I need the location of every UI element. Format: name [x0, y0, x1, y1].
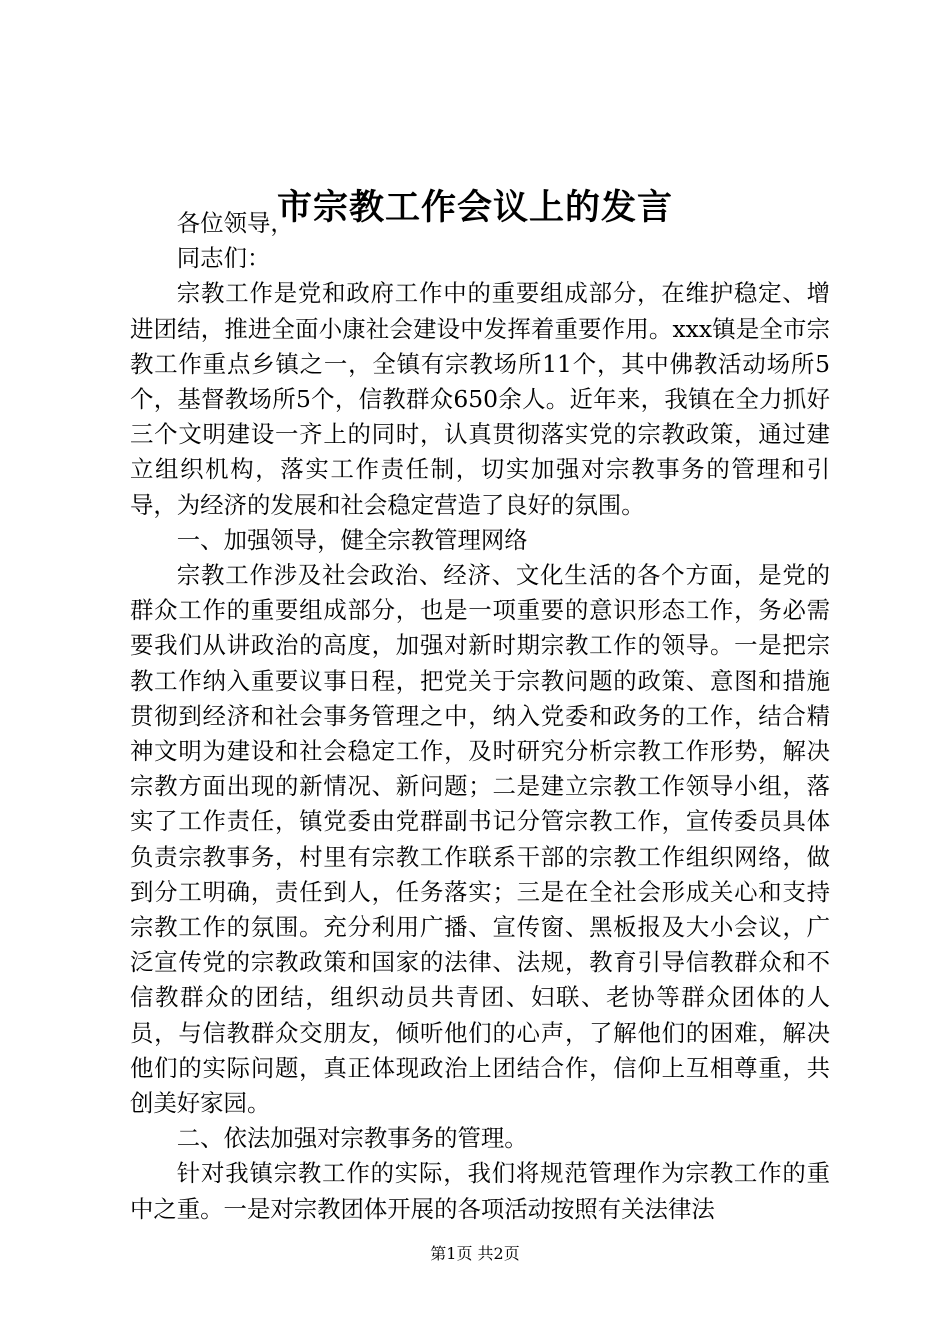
document-body [130, 206, 830, 1227]
salutation-comrades: 同志们： [176, 244, 271, 273]
intro-paragraph: 宗教工作是党和政府工作中的重要组成部分，在维护稳定、增进团结，推进全面小康社会建设中发挥着重要作用。xxx镇是全市宗教工作重点乡镇之一，全镇有宗教场所11个，其中佛教活动场所5个，基督教场所5个，信教群众650余人。近年来，我镇在全力抓好三个文明建设一齐上的同时，认真贯彻落实党的宗教政策，通过建立组织机构，落实工作责任制，切实加强对宗教事务的管理和引导，为经济的发展和社会稳定营造了良好的氛围。 [130, 279, 830, 519]
page-title: 市宗教工作会议上的发言 [276, 187, 673, 228]
section-1-paragraph: 宗教工作涉及社会政治、经济、文化生活的各个方面，是党的群众工作的重要组成部分，也是一项重要的意识形态工作，务必需要我们从讲政治的高度，加强对新时期宗教工作的领导。一是把宗教工作纳入重要议事日程，把党关于宗教问题的政策、意图和措施贯彻到经济和社会事务管理之中，纳入党委和政务的工作，结合精神文明为建设和社会稳定工作，及时研究分析宗教工作形势，解决宗教方面出现的新情况、新问题；二是建立宗教工作领导小组，落实了工作责任，镇党委由党群副书记分管宗教工作，宣传委员具体负责宗教事务，村里有宗教工作联系干部的宗教工作组织网络，做到分工明确，责任到人，任务落实；三是在全社会形成关心和支持宗教工作的氛围。充分利用广播、宣传窗、黑板报及大小会议，广泛宣传党的宗教政策和国家的法律、法规，教育引导信教群众和不信教群众的团结，组织动员共青团、妇联、老协等群众团体的人员，与信教群众交朋友，倾听他们的心声，了解他们的困难，解决他们的实际问题，真正体现政治上团结合作，信仰上互相尊重，共创美好家园。 [130, 561, 830, 1118]
section-heading-1: 一、加强领导，健全宗教管理网络 [176, 525, 528, 554]
salutation-leaders: 各位领导， [176, 209, 294, 237]
section-heading-2: 二、依法加强对宗教事务的管理。 [176, 1124, 528, 1153]
section-2-paragraph: 针对我镇宗教工作的实际，我们将规范管理作为宗教工作的重中之重。一是对宗教团体开展的各项活动按照有关法律法 [130, 1159, 830, 1223]
page-footer: 第1页 共2页 [430, 1244, 520, 1263]
